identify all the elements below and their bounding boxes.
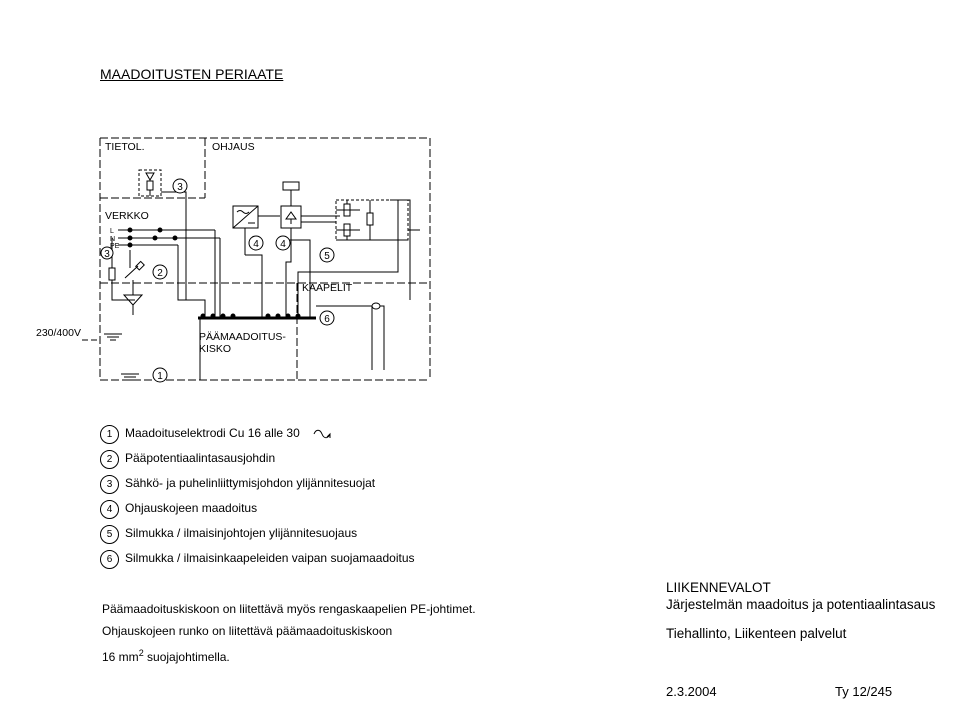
footer-doc-id: Ty 12/245 [835,684,893,699]
wave-icon [312,428,332,442]
page-title: MAADOITUSTEN PERIAATE [100,66,284,82]
legend-item [100,500,520,520]
legend-text: Ohjauskojeen maadoitus [125,501,258,515]
legend-number: 1 [100,425,119,444]
legend-text: Maadoituselektrodi Cu 16 alle 30 [125,426,300,440]
note-line-3-pre: 16 mm [102,650,139,664]
legend-number: 2 [100,450,119,469]
legend-item [100,550,520,570]
legend-text: Sähkö- ja puhelinliittymisjohdon ylijännitesuojat [125,476,376,490]
legend-item [100,525,520,545]
label-kisko-1: PÄÄMAADOITUS- [199,331,286,343]
legend-text: Silmukka / ilmaisinkaapeleiden vaipan suojamaadoitus [125,551,415,565]
diagram-num-6: 6 [324,314,330,325]
note-line-3-sup: 2 [138,648,144,658]
note-line-2: Ohjauskojeen runko on liitettävä päämaadoituskiskoon [102,624,393,638]
org-agency: Tiehallinto, Liikenteen palvelut [666,626,847,641]
legend-item [100,450,520,470]
label-kaapelit: KAAPELIT [302,282,353,294]
earth-symbol-electrode [121,374,139,380]
org-name: LIIKENNEVALOT [666,580,771,595]
diagram-num-4b: 4 [280,239,286,250]
earth-symbol-supply [104,334,122,340]
diagram-num-2: 2 [157,268,163,279]
diagram-num-1: 1 [157,371,163,382]
legend-number: 4 [100,500,119,519]
outer-frame [100,138,430,380]
label-voltage: 230/400V [36,327,81,339]
legend-number: 5 [100,525,119,544]
notes [102,598,476,668]
label-verkko: VERKKO [105,210,149,222]
diagram-num-3b: 3 [104,249,110,260]
label-tietol: TIETOL. [105,141,145,153]
org-subtitle: Järjestelmän maadoitus ja potentiaalintasaus [666,597,936,612]
label-ohjaus: OHJAUS [212,141,255,153]
legend-item [100,425,520,445]
diagram-num-3a: 3 [177,182,183,193]
diagram-num-4a: 4 [253,239,259,250]
label-N: N [110,236,116,243]
footer-date: 2.3.2004 [666,684,717,699]
label-L: L [110,228,114,235]
diagram-num-5: 5 [324,251,330,262]
legend-number: 3 [100,475,119,494]
note-line-1: Päämaadoituskiskoon on liitettävä myös rengaskaapelien PE-johtimet. [102,602,476,616]
legend-item [100,475,520,495]
legend-number: 6 [100,550,119,569]
legend-text: Silmukka / ilmaisinjohtojen ylijännitesuojaus [125,526,358,540]
legend-text: Pääpotentiaalintasausjohdin [125,451,276,465]
title-block [666,580,935,641]
label-PE: PE [110,243,120,250]
label-kisko-2: KISKO [199,343,232,355]
note-line-3 [102,642,476,668]
note-line-3-post: suojajohtimella. [143,650,230,664]
